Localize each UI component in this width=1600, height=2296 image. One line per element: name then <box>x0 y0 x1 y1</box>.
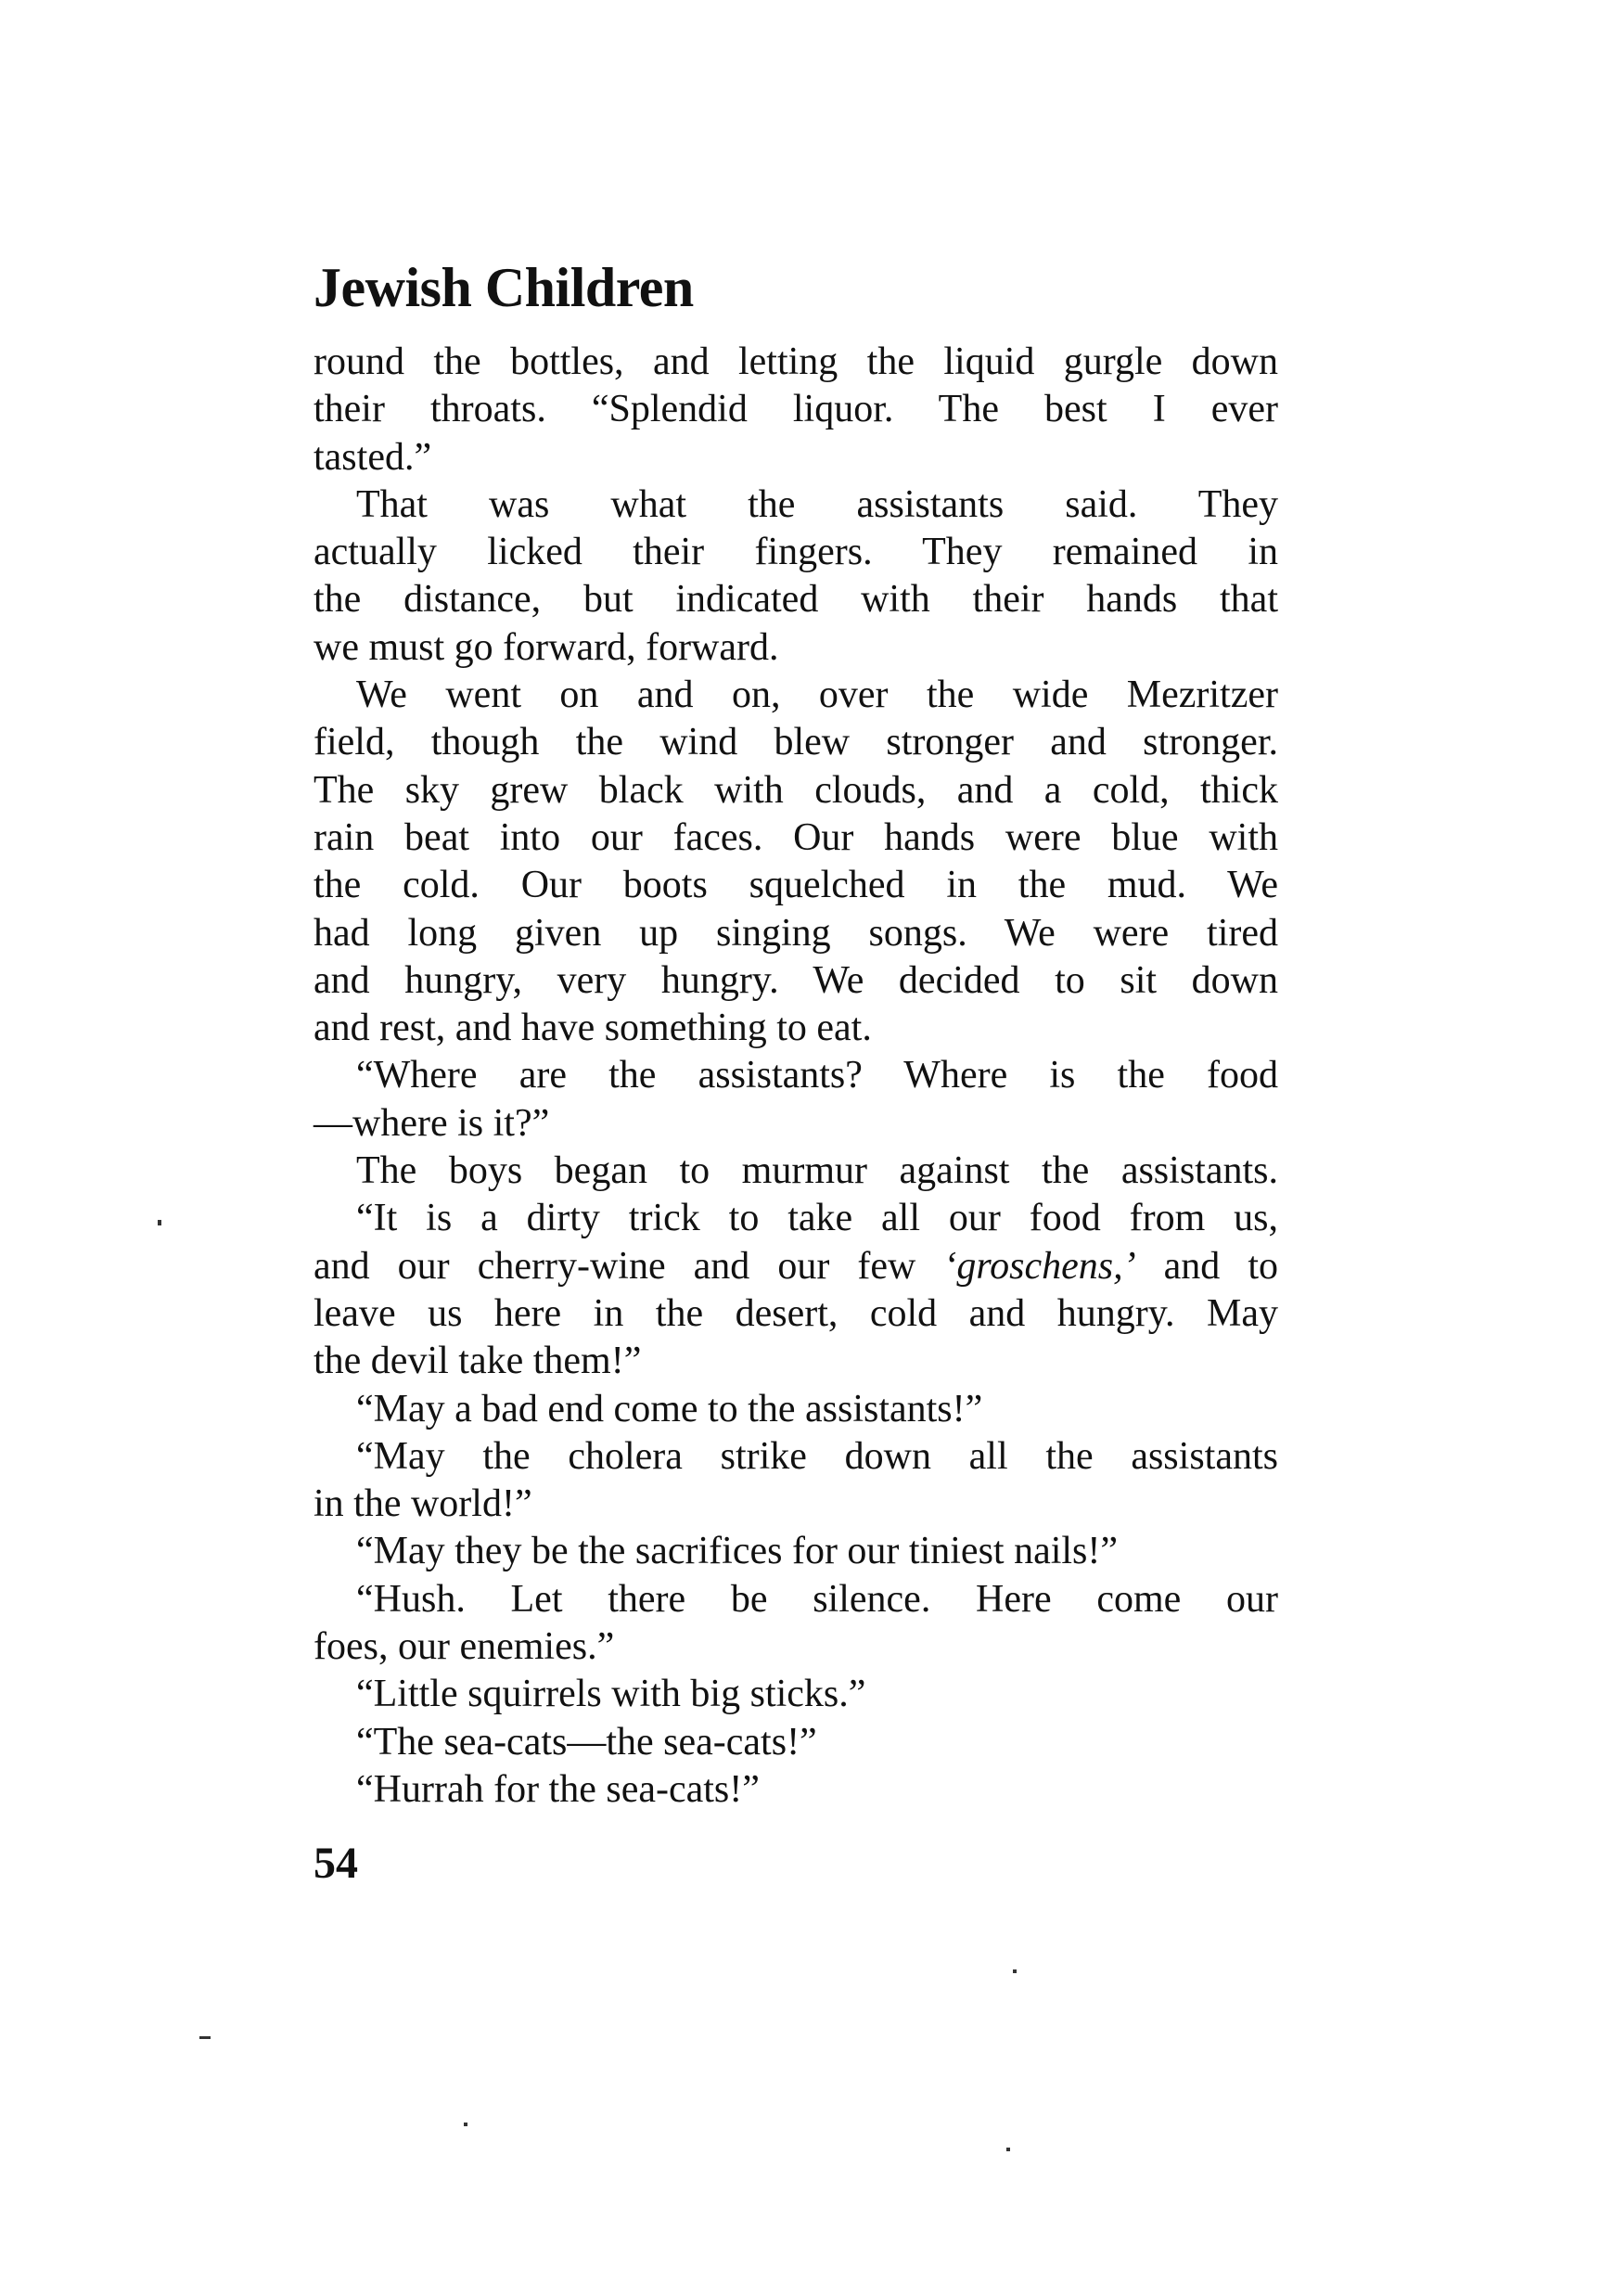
text-line: The boys began to murmur against the assistants. <box>356 1149 1278 1193</box>
scan-speck <box>158 1220 161 1225</box>
text-line: the distance, but indicated with their hands that <box>314 578 1278 622</box>
text-segment: and our cherry-wine and our few <box>314 1244 944 1288</box>
text-line: “The sea-cats—the sea-cats!” <box>356 1720 817 1764</box>
text-line: had long given up singing songs. We were tired <box>314 911 1278 955</box>
text-line: their throats. “Splendid liquor. The best I ever <box>314 388 1278 431</box>
body-text <box>314 339 1278 1814</box>
page-number: 54 <box>314 1839 358 1888</box>
text-line: in the world!” <box>314 1482 532 1526</box>
text-line: “Hurrah for the sea-cats!” <box>356 1767 760 1811</box>
text-line: round the bottles, and letting the liquid gurgle down <box>314 340 1278 383</box>
text-line: “Where are the assistants? Where is the food <box>356 1054 1278 1097</box>
text-line: The sky grew black with clouds, and a cold, thick <box>314 768 1278 812</box>
text-line: “Hush. Let there be silence. Here come our <box>356 1577 1278 1621</box>
text-line: actually licked their fingers. They remained in <box>314 531 1278 574</box>
text-line: foes, our enemies.” <box>314 1625 615 1669</box>
text-line: “May they be the sacrifices for our tiniest nails!” <box>356 1530 1119 1573</box>
text-line: we must go forward, forward. <box>314 625 779 669</box>
scan-speck <box>1013 1969 1017 1973</box>
text-line: leave us here in the desert, cold and hungry. May <box>314 1291 1278 1335</box>
text-line: tasted.” <box>314 435 432 479</box>
text-line: We went on and on, over the wide Mezritzer <box>356 673 1278 717</box>
text-line: “May the cholera strike down all the assistants <box>356 1434 1278 1478</box>
text-line: field, though the wind blew stronger and stronger. <box>314 721 1278 764</box>
text-line: and rest, and have something to eat. <box>314 1007 872 1050</box>
text-line: the cold. Our boots squelched in the mud. We <box>314 864 1278 907</box>
italic-word: ‘groschens,’ <box>943 1244 1136 1288</box>
text-line: and hungry, very hungry. We decided to sit down <box>314 958 1278 1002</box>
running-head: Jewish Children <box>314 257 694 318</box>
text-line: “May a bad end come to the assistants!” <box>356 1387 983 1430</box>
scan-speck <box>1006 2148 1010 2151</box>
text-line: “Little squirrels with big sticks.” <box>356 1673 866 1716</box>
text-line: “It is a dirty trick to take all our food from us, <box>356 1197 1278 1240</box>
text-line: —where is it?” <box>314 1101 550 1145</box>
scan-speck <box>199 2036 211 2039</box>
text-line: That was what the assistants said. They <box>356 482 1278 526</box>
text-line: the devil take them!” <box>314 1340 642 1383</box>
scan-speck <box>464 2123 467 2126</box>
text-line <box>314 1243 1278 1290</box>
text-segment: and to <box>1135 1244 1278 1288</box>
text-line: rain beat into our faces. Our hands were blue with <box>314 815 1278 859</box>
